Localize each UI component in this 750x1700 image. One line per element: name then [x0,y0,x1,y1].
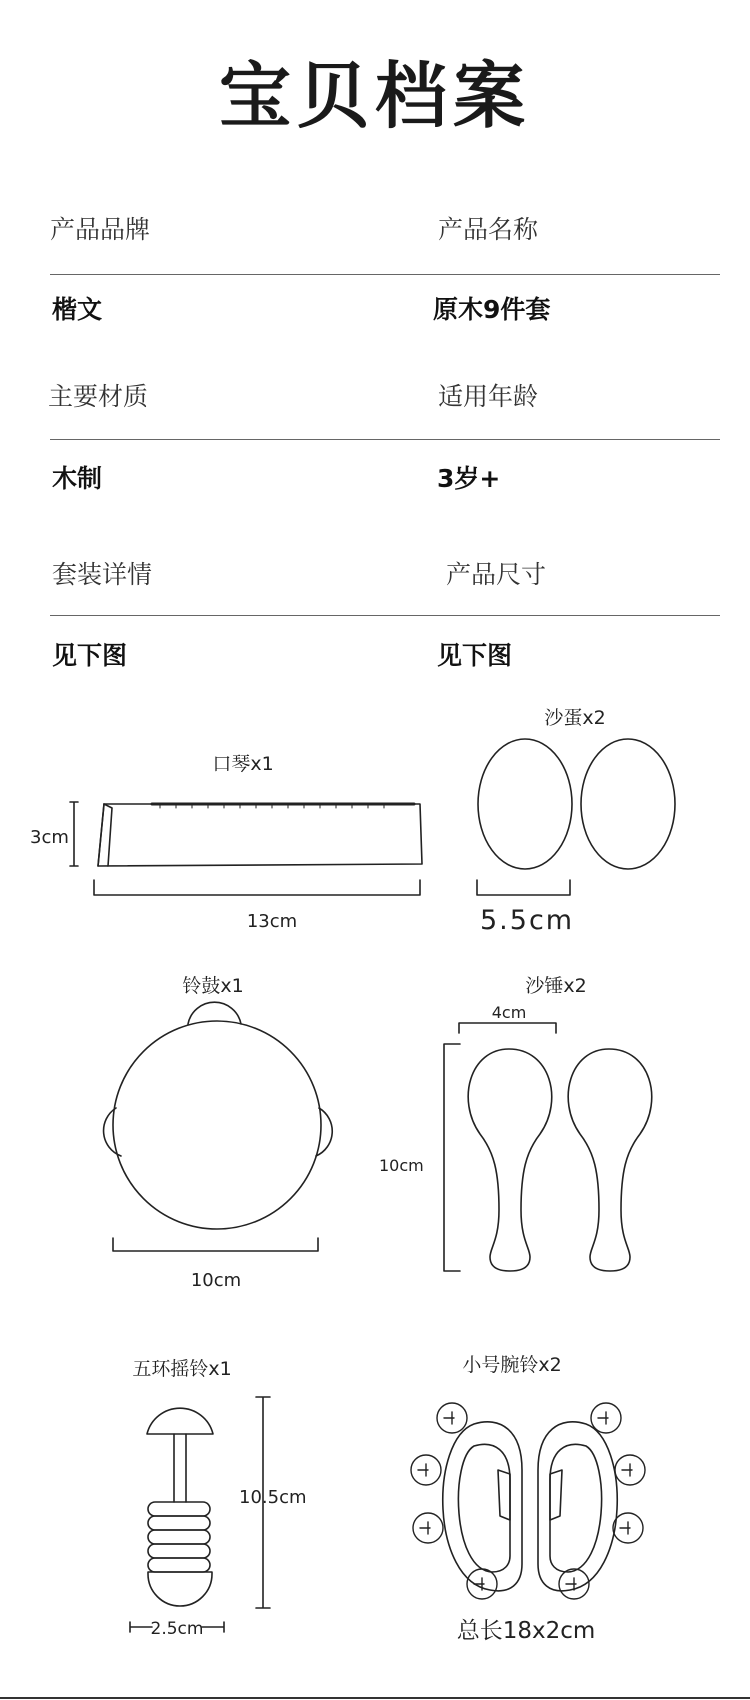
size-label: 产品尺寸 [446,560,547,589]
material-value: 木制 [52,464,103,493]
ring-rattle-illustration [130,1397,270,1632]
bottom-divider [0,1697,750,1699]
maracas-height: 10cm [379,1156,424,1175]
brand-label: 产品品牌 [50,215,151,244]
harmonica-illustration [70,802,422,895]
name-label: 产品名称 [438,215,539,244]
set-label: 套装详情 [52,560,153,589]
egg-shaker-illustration [477,739,675,895]
age-label: 适用年龄 [438,382,539,411]
age-value: 3岁+ [437,464,501,493]
material-label: 主要材质 [48,382,149,411]
egg-shaker-name: 沙蛋x2 [544,707,606,729]
tambourine-name: 铃鼓x1 [182,975,244,997]
ring-rattle-height: 10.5cm [239,1487,307,1508]
tambourine-width: 10cm [190,1270,242,1291]
harmonica-width: 13cm [246,911,298,932]
name-value: 原木9件套 [433,295,551,324]
maracas-illustration [444,1023,652,1271]
maracas-name: 沙锤x2 [525,975,587,997]
set-value: 见下图 [52,641,128,670]
page-title: 宝贝档案 [218,54,531,138]
harmonica-name: 口琴x1 [212,753,274,775]
size-value: 见下图 [437,641,513,670]
tambourine-illustration [104,1002,333,1251]
harmonica-height: 3cm [30,827,69,848]
egg-shaker-width: 5.5cm [480,905,575,936]
maracas-width: 4cm [491,1003,527,1022]
wrist-bells-illustration [411,1403,645,1599]
wrist-bells-name: 小号腕铃x2 [462,1354,562,1376]
wrist-bells-length: 总长18x2cm [456,1618,596,1644]
ring-rattle-name: 五环摇铃x1 [132,1358,232,1380]
ring-rattle-width: 2.5cm [150,1619,204,1639]
brand-value: 楷文 [52,295,103,324]
